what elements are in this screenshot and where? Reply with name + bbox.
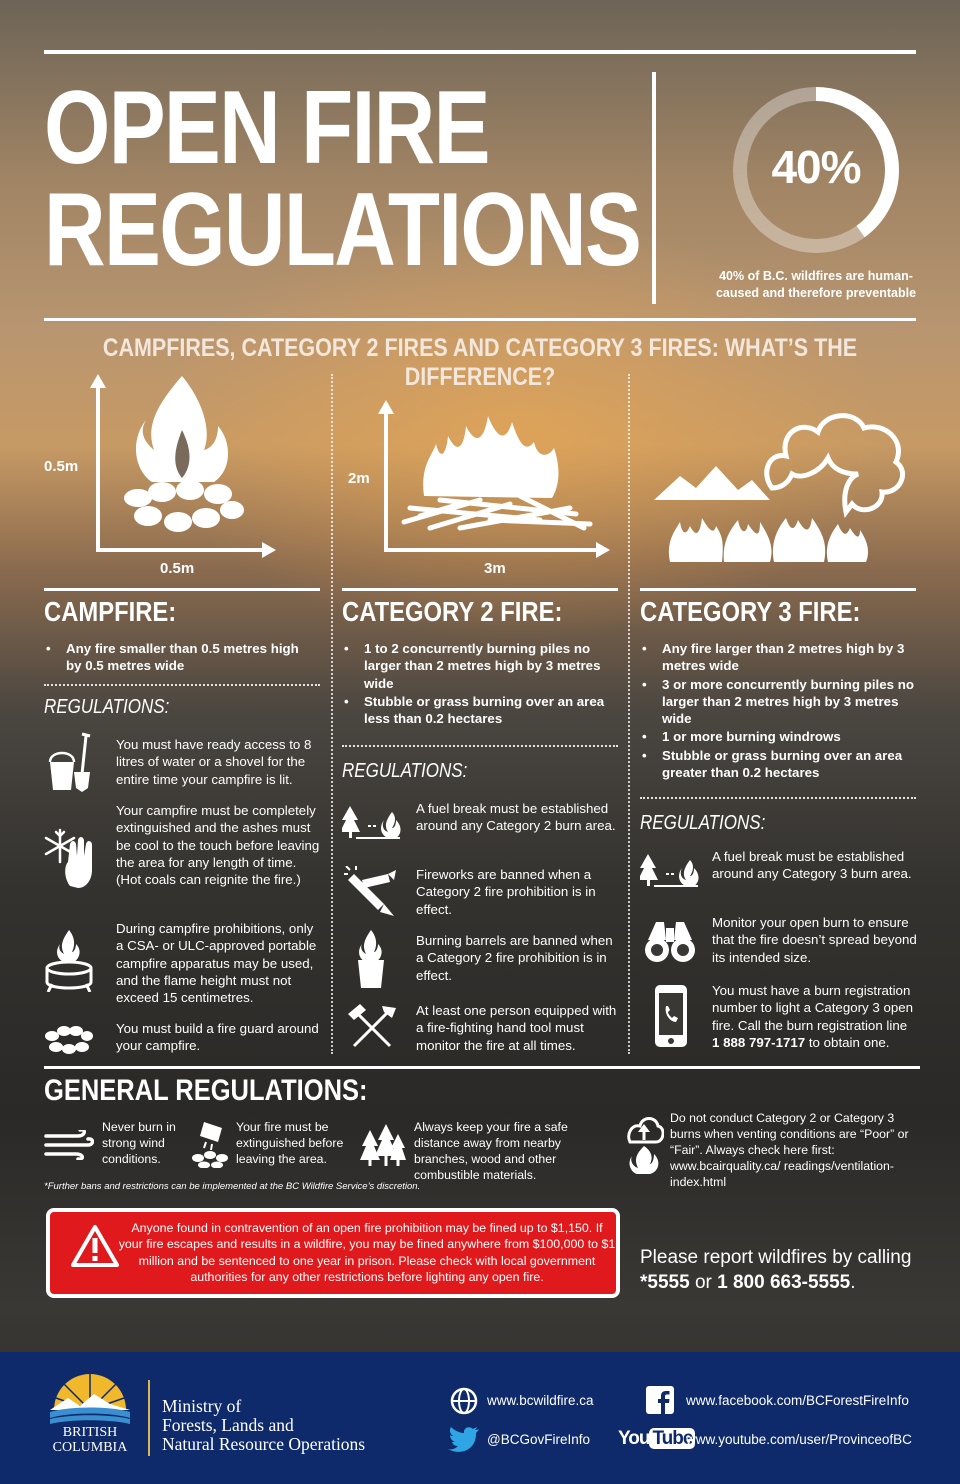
bc-wordmark: BRITISH COLUMBIA (52, 1425, 128, 1455)
fire-guard-rocks-icon (44, 1024, 94, 1054)
header-divider (652, 72, 656, 304)
top-rule (44, 50, 916, 54)
hand-tools-icon (348, 1004, 396, 1048)
list-item: • 1 or more burning windrows (640, 728, 916, 745)
category2-height-label: 2m (348, 470, 370, 487)
footer-banner (0, 1352, 960, 1484)
cool-ashes-hand-icon (44, 826, 98, 890)
category2-rule (342, 588, 618, 591)
footer-separator (148, 1380, 150, 1456)
list-item: • 3 or more concurrently burning piles no larger than 2 metres high by 3 metres wide (640, 676, 916, 728)
subheading: CAMPFIRES, CATEGORY 2 FIRES AND CATEGORY 3 FIRES: WHAT’S THE DIFFERENCE? (102, 334, 858, 391)
warning-triangle-icon (70, 1224, 120, 1268)
category2-regulation-text: A fuel break must be established around any Category 2 burn area. (416, 801, 616, 834)
extinguish-bucket-icon (190, 1120, 230, 1168)
general-item-text: Never burn in strong wind conditions. (102, 1120, 176, 1166)
column-separator (628, 374, 630, 1054)
campfire-regulation-text: During campfire prohibitions, only a CSA- or ULC-approved portable campfire apparatus may be used, and the flame height must not exceed 15 centimetres. (116, 921, 317, 1006)
campfire-definition-list (44, 640, 314, 676)
list-item: • Stubble or grass burning over an area less than 0.2 hectares (342, 693, 616, 728)
campfire-regulations-heading: REGULATIONS: (44, 696, 170, 718)
list-item: • Any fire smaller than 0.5 metres high by 0.5 metres wide (44, 640, 314, 675)
wind-icon (44, 1130, 94, 1160)
category3-regulation-text: A fuel break must be established around any Category 3 burn area. (712, 849, 912, 882)
category2-divider (342, 745, 618, 747)
binoculars-icon (644, 918, 696, 964)
facebook-link[interactable]: www.facebook.com/BCForestFireInfo (686, 1393, 909, 1408)
category2-regulation-text: Burning barrels are banned when a Category 2 fire prohibition is in effect. (416, 933, 613, 983)
campfire-heading: CAMPFIRE: (44, 596, 177, 627)
phone-icon (654, 984, 688, 1048)
campfire-divider (44, 684, 320, 686)
category3-illustration (652, 392, 912, 568)
general-rule (44, 1066, 920, 1069)
category3-definition-list (640, 640, 916, 782)
category3-regulations-heading: REGULATIONS: (640, 812, 766, 834)
campfire-width-label: 0.5m (160, 560, 195, 577)
burning-barrel-icon (356, 930, 386, 988)
bc-logo-icon (40, 1372, 140, 1426)
category3-heading: CATEGORY 3 FIRE: (640, 596, 861, 627)
category2-illustration (340, 396, 620, 566)
category2-regulation-text: Fireworks are banned when a Category 2 fire prohibition is in effect. (416, 867, 596, 917)
portable-campfire-icon (44, 928, 94, 992)
twitter-icon (448, 1426, 480, 1452)
youtube-link[interactable]: www.youtube.com/user/ProvinceofBC (686, 1432, 912, 1447)
fine-warning-box (46, 1208, 620, 1298)
category2-definition-list (342, 640, 616, 728)
general-item-text: Your fire must be extinguished before leaving the area. (236, 1120, 344, 1166)
campfire-regulation-text: You must build a fire guard around your campfire. (116, 1021, 319, 1054)
general-heading: GENERAL REGULATIONS: (44, 1074, 368, 1107)
category3-rule (640, 588, 916, 591)
category3-divider (640, 797, 916, 799)
category2-width-label: 3m (484, 560, 506, 577)
ministry-name: Ministry of Forests, Lands and Natural Resource Operations (162, 1396, 366, 1454)
stat-caption: 40% of B.C. wildfires are human- caused and therefore preventable (715, 269, 917, 300)
campfire-rule (44, 588, 320, 591)
category2-regulations-heading: REGULATIONS: (342, 760, 468, 782)
page-title: OPEN FIRE REGULATIONS (44, 70, 641, 288)
report-wildfires: Please report wildfires by calling *5555 or 1 800 663-5555. (640, 1247, 912, 1293)
footnote: *Further bans and restrictions can be implemented at the BC Wildfire Service’s discretion. (44, 1181, 421, 1192)
trees-icon (360, 1124, 406, 1168)
category3-regulation-text: Monitor your open burn to ensure that the fire doesn’t spread beyond its intended size. (712, 915, 917, 965)
fireworks-icon (344, 866, 396, 920)
list-item: • Stubble or grass burning over an area greater than 0.2 hectares (640, 747, 916, 782)
water-bucket-shovel-icon (44, 732, 96, 794)
stat-value: 40% (771, 141, 861, 193)
website-link[interactable]: www.bcwildfire.ca (487, 1393, 594, 1408)
fuel-break-icon (640, 852, 700, 888)
category2-regulation-text: At least one person equipped with a fire-fighting hand tool must monitor the fire at all times. (416, 1003, 617, 1053)
warning-text: Anyone found in contravention of an open fire prohibition may be fined up to $1,150. If your fire escapes and results in a wildfire, you may be fined anywhere from $100,000 to $1 million and be sentenced to one year in prison. Please check with local government authorities for any other restrictions before lighting any open fire. (118, 1221, 616, 1285)
fuel-break-icon (342, 804, 402, 840)
twitter-link[interactable]: @BCGovFireInfo (487, 1432, 590, 1447)
facebook-icon (646, 1386, 674, 1414)
campfire-height-label: 0.5m (44, 458, 79, 475)
venting-smoke-icon (624, 1114, 664, 1174)
globe-icon (450, 1387, 478, 1415)
category2-heading: CATEGORY 2 FIRE: (342, 596, 563, 627)
campfire-regulation-text: You must have ready access to 8 litres of water or a shovel for the entire time your campfire is lit. (116, 737, 312, 787)
list-item: • 1 to 2 concurrently burning piles no larger than 2 metres high by 3 metres wide (342, 640, 616, 692)
list-item: • Any fire larger than 2 metres high by 3 metres wide (640, 640, 916, 675)
general-item-text: Do not conduct Category 2 or Category 3 burns when venting conditions are “Poor” or “Fair”. Always check here first: www.bcairquality.ca/ readings/ventilation-index.html (670, 1111, 909, 1189)
header-rule (44, 318, 916, 321)
general-item-text: Always keep your fire a safe distance away from nearby branches, wood and other combustible materials. (414, 1120, 568, 1182)
campfire-regulation-text: Your campfire must be completely extinguished and the ashes must be cool to the touch before leaving the area for any length of time. (Hot coals can reignite the fire.) (116, 803, 320, 888)
youtube-icon: You Tube (618, 1428, 695, 1450)
category3-regulation-text: You must have a burn registration number to light a Category 3 open fire. Call the burn registration line 1 888 797-1717 to obtain one. (712, 983, 914, 1050)
column-separator (331, 374, 333, 1054)
